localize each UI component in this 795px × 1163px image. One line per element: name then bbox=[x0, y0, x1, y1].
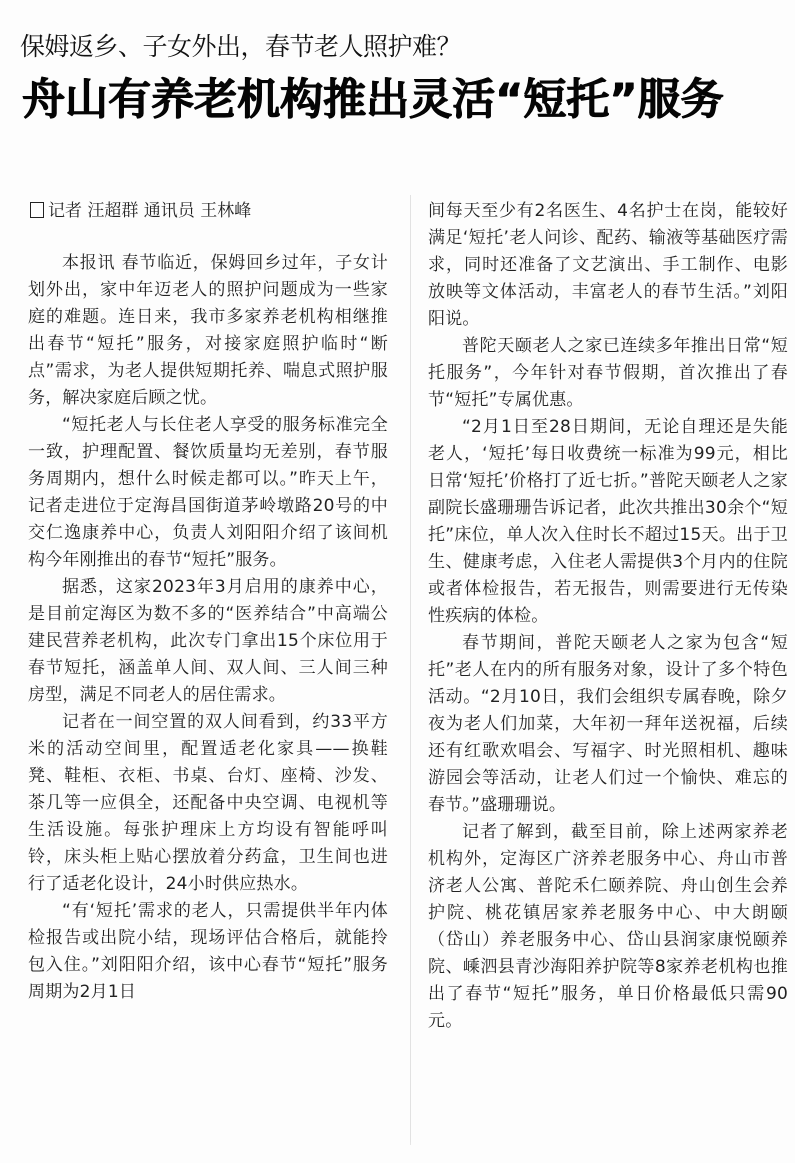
paragraph: 春节期间，普陀天颐老人之家为包含“短托”老人在内的所有服务对象，设计了多个特色活动。“2月10日，我们会组织专属春晚，除夕夜为老人们加菜，大年初一拜年送祝福，后续还有红歌欢唱会、写福字、时光照相机、趣味游园会等活动，让老人们过一个愉快、难忘的春节。”盛珊珊说。 bbox=[428, 633, 788, 815]
article-byline bbox=[30, 198, 251, 224]
column-divider bbox=[410, 195, 411, 1145]
article-headline: 舟山有养老机构推出灵活“短托”服务 bbox=[22, 75, 724, 125]
paragraph: “2月1日至28日期间，无论自理还是失能老人，‘短托’每日收费统一标准为99元，相比日常‘短托’价格打了近七折。”普陀天颐老人之家副院长盛珊珊告诉记者，此次共推出30余个“短托”床位，单人次入住时长不超过15天。出于卫生、健康考虑，入住老人需提供3个月内的住院或者体检报告，若无报告，则需要进行无传染性疾病的体检。 bbox=[428, 417, 788, 626]
paragraph: “短托老人与长住老人享受的服务标准完全一致，护理配置、餐饮质量均无差别，春节服务周期内，想什么时候走都可以。”昨天上午，记者走进位于定海昌国街道茅岭墩路20号的中交仁逸康养中心，负责人刘阳阳介绍了该间机构今年刚推出的春节“短托”服务。 bbox=[28, 415, 388, 570]
byline-box-icon bbox=[30, 202, 44, 218]
article-column-left bbox=[28, 250, 388, 1006]
paragraph: 本报讯 春节临近，保姆回乡过年，子女计划外出，家中年迈老人的照护问题成为一些家庭的难题。连日来，我市多家养老机构相继推出春节“短托”服务，对接家庭照护临时“断点”需求，为老人提供短期托养、喘息式照护服务，解决家庭后顾之忧。 bbox=[28, 253, 388, 408]
paragraph: 普陀天颐老人之家已连续多年推出日常“短托服务”，今年针对春节假期，首次推出了春节“短托”专属优惠。 bbox=[428, 336, 788, 410]
page-bottom-fade bbox=[0, 1141, 795, 1163]
paragraph: 记者了解到，截至目前，除上述两家养老机构外，定海区广济养老服务中心、舟山市普济老人公寓、普陀禾仁颐养院、舟山创生会养护院、桃花镇居家养老服务中心、中大朗颐（岱山）养老服务中心、岱山县润家康悦颐养院、嵊泗县青沙海阳养护院等8家养老机构也推出了春节“短托”服务，单日价格最低只需90元。 bbox=[428, 822, 788, 1031]
paragraph: “有‘短托’需求的老人，只需提供半年内体检报告或出院小结，现场评估合格后，就能拎包入住。”刘阳阳介绍，该中心春节“短托”服务周期为2月1日 bbox=[28, 901, 388, 1002]
paragraph: 记者在一间空置的双人间看到，约33平方米的活动空间里，配置适老化家具——换鞋凳、鞋柜、衣柜、书桌、台灯、座椅、沙发、茶几等一应俱全，还配备中央空调、电视机等生活设施。每张护理床上方均设有智能呼叫铃，床头柜上贴心摆放着分药盒，卫生间也进行了适老化设计，24小时供应热水。 bbox=[28, 712, 388, 894]
article-kicker: 保姆返乡、子女外出，春节老人照护难？ bbox=[20, 32, 462, 61]
byline-text: 记者 汪超群 通讯员 王林峰 bbox=[48, 201, 252, 221]
paragraph: 据悉，这家2023年3月启用的康养中心，是目前定海区为数不多的“医养结合”中高端公建民营养老机构，此次专门拿出15个床位用于春节短托，涵盖单人间、双人间、三人间三种房型，满足不同老人的居住需求。 bbox=[28, 577, 388, 705]
article-column-right bbox=[428, 198, 788, 1035]
paragraph-continued: 间每天至少有2名医生、4名护士在岗，能较好满足‘短托’老人问诊、配药、输液等基础医疗需求，同时还准备了文艺演出、手工制作、电影放映等文体活动，丰富老人的春节生活。”刘阳阳说。 bbox=[428, 201, 788, 329]
